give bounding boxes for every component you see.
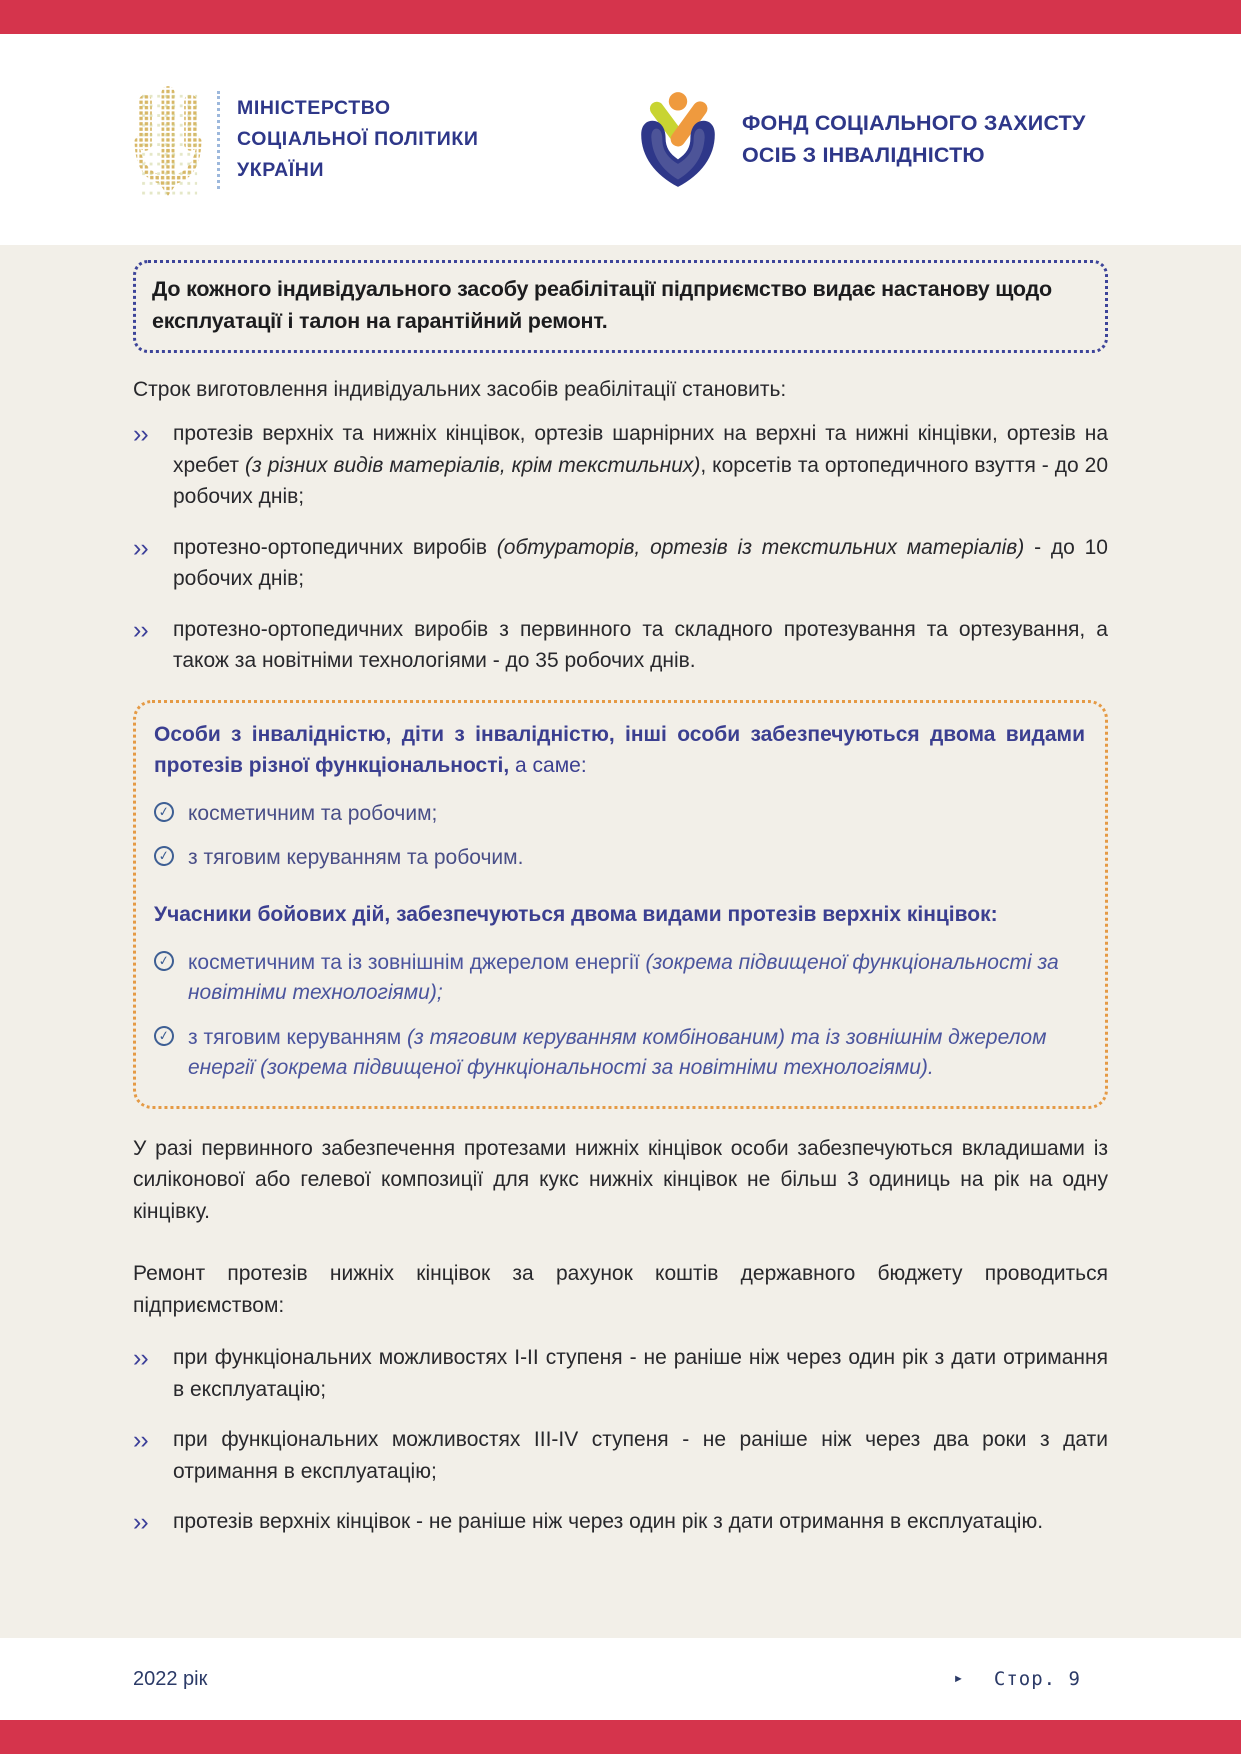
benefit-heading-2: Учасники бойових дій, забезпечуються двома видами протезів верхніх кінцівок: [154, 903, 998, 927]
repair-intro: Ремонт протезів нижніх кінцівок за рахунок коштів державного бюджету проводиться підприємством: [133, 1262, 1108, 1317]
logo-divider [217, 91, 220, 189]
content-area [0, 245, 1241, 1638]
footer-year: 2022 рік [133, 1667, 208, 1690]
ministry-logo-block [133, 84, 479, 196]
bottom-red-bar [0, 1720, 1241, 1754]
repair-bullet-2-text: при функціональних можливостях ІІІ-ІV ступеня - не раніше ніж через два роки з дати отримання в експлуатацію; [173, 1428, 1108, 1483]
fund-name-line1: ФОНД СОЦІАЛЬНОГО ЗАХИСТУ [742, 111, 1086, 136]
term-bullet-1-text: протезів верхніх та нижніх кінцівок, ортезів шарнірних на верхні та нижні кінцівки, ортезів на хребет (з різних видів матеріалів, крім текстильних), корсетів та ортопедичного взуття - до 20 робочих днів; [173, 422, 1108, 508]
check-circle-icon: ✓ [153, 800, 176, 823]
repair-bullet-3-text: протезів верхніх кінцівок - не раніше ніж через один рік з дати отримання в експлуатацію. [173, 1510, 1044, 1534]
inserts-paragraph: У разі первинного забезпечення протезами нижніх кінцівок особи забезпечуються вкладишами із силіконової або гелевої композиції для кукс нижніх кінцівок не більш 3 одиниць на рік на одну кінцівку. [133, 1136, 1108, 1223]
check-item-4-text: з тяговим керуванням (з тяговим керуванням комбінованим) та із зовнішнім джерелом енергії (зокрема підвищеної функціональності за новітніми технологіями). [188, 1025, 1047, 1080]
term-bullet-3-text: протезно-ортопедичних виробів з первинного та складного протезування та ортезування, а також за новітніми технологіями - до 35 робочих днів. [173, 617, 1108, 672]
fund-name-line2: ОСІБ З ІНВАЛІДНІСТЮ [742, 142, 985, 167]
fund-logo-block [632, 88, 1086, 192]
check-item-2-text: з тяговим керуванням та робочим. [188, 845, 524, 869]
term-bullet-1 [133, 418, 1108, 513]
fund-hands-icon [632, 88, 724, 192]
chevron-bullet-icon: ›› [133, 615, 148, 644]
trident-icon [133, 84, 203, 196]
chevron-bullet-icon: ›› [133, 1508, 148, 1537]
term-bullet-3 [133, 614, 1108, 677]
page-header [0, 34, 1241, 245]
ministry-name [237, 93, 479, 185]
term-bullet-2 [133, 532, 1108, 595]
chevron-bullet-icon: ›› [133, 1344, 148, 1373]
terms-intro: Строк виготовлення індивідуальних засобів реабілітації становить: [133, 377, 787, 401]
repair-bullet-1 [133, 1342, 1108, 1405]
benefit-heading-1: Особи з інвалідністю, діти з інвалідністю, інші особи забезпечуються двома видами протезів різної функціональності, а саме: [154, 722, 1085, 777]
page-number-label: Стор. 9 [993, 1668, 1081, 1690]
check-item-2 [154, 843, 1085, 873]
chevron-bullet-icon: ›› [133, 420, 148, 448]
arrow-right-icon: ► [953, 1673, 964, 1685]
footer-page-block [953, 1668, 1081, 1690]
repair-bullet-2 [133, 1424, 1108, 1487]
check-item-3-text: косметичним та із зовнішнім джерелом енергії (зокрема підвищеної функціональності за новітніми технологіями); [188, 950, 1059, 1005]
check-item-1 [154, 799, 1085, 829]
top-red-bar [0, 0, 1241, 34]
ministry-name-line2: СОЦІАЛЬНОЇ ПОЛІТИКИ [237, 128, 479, 151]
ministry-name-line1: МІНІСТЕРСТВО [237, 97, 391, 120]
fund-name [742, 108, 1086, 170]
page-footer [0, 1638, 1241, 1720]
chevron-bullet-icon: ›› [133, 1426, 148, 1455]
term-bullet-2-text: протезно-ортопедичних виробів (обтураторів, ортезів із текстильних матеріалів) - до 10 робочих днів; [173, 535, 1108, 590]
warranty-callout [133, 260, 1108, 353]
check-item-1-text: косметичним та робочим; [188, 801, 438, 825]
prosthesis-types-callout [133, 700, 1108, 1109]
warranty-callout-text: До кожного індивідуального засобу реабілітації підприємство видає настанову щодо експлуатації і талон на гарантійний ремонт. [152, 277, 1052, 334]
check-item-3 [154, 948, 1085, 1009]
check-item-4 [154, 1023, 1085, 1084]
check-circle-icon: ✓ [153, 845, 176, 868]
repair-bullet-1-text: при функціональних можливостях І-ІІ ступеня - не раніше ніж через один рік з дати отримання в експлуатацію; [173, 1346, 1108, 1401]
check-circle-icon: ✓ [153, 950, 176, 973]
chevron-bullet-icon: ›› [133, 533, 148, 562]
repair-bullet-3 [133, 1506, 1108, 1538]
check-circle-icon: ✓ [153, 1024, 176, 1047]
ministry-name-line3: УКРАЇНИ [237, 158, 325, 181]
